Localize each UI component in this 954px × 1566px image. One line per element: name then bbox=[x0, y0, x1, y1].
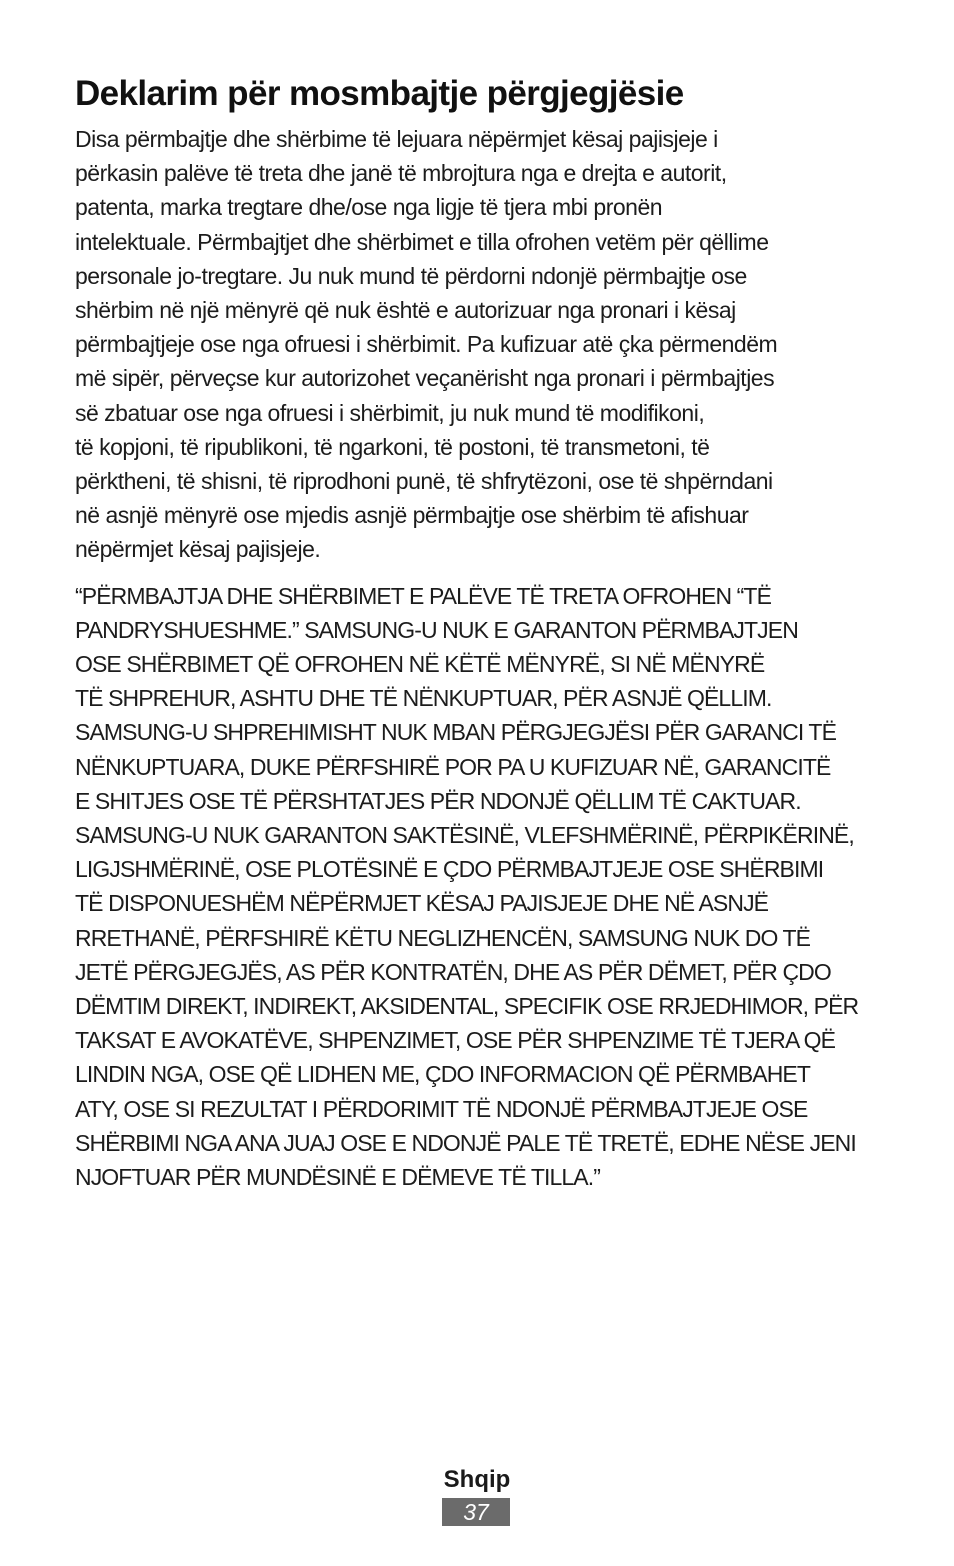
disclaimer-paragraph: Disa përmbajtje dhe shërbime të lejuara nëpërmjet kësaj pajisjeje i përkasin palëve të treta dhe janë të mbrojtura nga e drejta e autorit, patenta, marka tregtare dhe/ose nga ligje të tjera mbi pronën intelektuale. Përmbajtjet dhe shërbimet e tilla ofrohen vetëm për qëllime personale jo-tregtare. Ju nuk mund të përdorni ndonjë përmbajtje ose shërbim në një mënyrë që nuk është e autorizuar nga pronari i kësaj përmbajtjeje ose nga ofruesi i shërbimit. Pa kufizuar atë çka përmendëm më sipër, përveçse kur autorizohet veçanërisht nga pronari i përmbajtjes së zbatuar ose nga ofruesi i shërbimit, ju nuk mund të modifikoni, të kopjoni, të ripublikoni, të ngarkoni, të postoni, të transmetoni, të përktheni, të shisni, të riprodhoni punë, të shfrytëzoni, ose të shpërndani në asnjë mënyrë ose mjedis asnjë përmbajtje ose shërbim të afishuar nëpërmjet kësaj pajisjeje. bbox=[75, 126, 778, 563]
page-number: 37 bbox=[442, 1498, 510, 1526]
footer-language: Shqip bbox=[443, 1466, 511, 1493]
document-page bbox=[75, 72, 883, 1194]
page-title: Deklarim për mosmbajtje përgjegjësie bbox=[75, 74, 684, 113]
page-footer bbox=[0, 1464, 954, 1526]
warranty-paragraph: “PËRMBAJTJA DHE SHËRBIMET E PALËVE TË TRETA OFROHEN “TË PANDRYSHUESHME.” SAMSUNG-U NUK E GARANTON PËRMBAJTJEN OSE SHËRBIMET QË OFROHEN NË KËTË MËNYRË, SI NË MËNYRË TË SHPREHUR, ASHTU DHE TË NËNKUPTUAR, PËR ASNJË QËLLIM. SAMSUNG-U SHPREHIMISHT NUK MBAN PËRGJEGJËSI PËR GARANCI TË NËNKUPTUARA, DUKE PËRFSHIRË POR PA U KUFIZUAR NË, GARANCITË E SHITJES OSE TË PËRSHTATJES PËR NDONJË QËLLIM TË CAKTUAR. SAMSUNG-U NUK GARANTON SAKTËSINË, VLEFSHMËRINË, PËRPIKËRINË, LIGJSHMËRINË, OSE PLOTËSINË E ÇDO PËRMBAJTJEJE OSE SHËRBIMI TË DISPONUESHËM NËPËRMJET KËSAJ PAJISJEJE DHE NË ASNJË RRETHANË, PËRFSHIRË KËTU NEGLIZHENCËN, SAMSUNG NUK DO TË JETË PËRGJEGJËS, AS PËR KONTRATËN, DHE AS PËR DËMET, PËR ÇDO DËMTIM DIREKT, INDIREKT, AKSIDENTAL, SPECIFIK OSE RRJEDHIMOR, PËR TAKSAT E AVOKATËVE, SHPENZIMET, OSE PËR SHPENZIME TË TJERA QË LINDIN NGA, OSE QË LIDHEN ME, ÇDO INFORMACION QË PËRMBAHET ATY, OSE SI REZULTAT I PËRDORIMIT TË NDONJË PËRMBAJTJEJE OSE SHËRBIMI NGA ANA JUAJ OSE E NDONJË PALE TË TRETË, EDHE NËSE JENI NJOFTUAR PËR MUNDËSINË E DËMEVE TË TILLA.” bbox=[75, 582, 859, 1191]
